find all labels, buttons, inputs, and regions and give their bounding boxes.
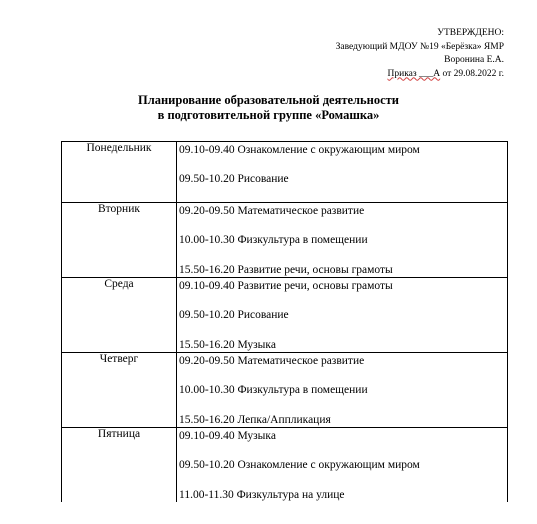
day-cell: Вторник <box>62 203 177 278</box>
lessons-cell <box>177 278 508 353</box>
lesson-item: 09.50-10.20 Рисование <box>179 173 289 185</box>
table-row <box>62 142 508 203</box>
lessons-cell <box>177 203 508 278</box>
day-cell: Понедельник <box>62 142 177 203</box>
approval-name: Воронина Е.А. <box>444 55 504 65</box>
lesson-item: 10.00-10.30 Физкультура в помещении <box>179 384 368 396</box>
title-line-2: в подготовительной группе «Ромашка» <box>157 108 380 122</box>
table-row <box>62 428 508 503</box>
lesson-item: 09.10-09.40 Развитие речи, основы грамоты <box>179 280 393 292</box>
lessons-cell <box>177 428 508 503</box>
lesson-item: 09.20-09.50 Математическое развитие <box>179 205 365 217</box>
approval-block <box>336 27 504 81</box>
document-title <box>0 93 537 123</box>
approval-position: Заведующий МДОУ №19 «Берёзка» ЯМР <box>335 41 504 52</box>
approval-heading: УТВЕРЖДЕНО: <box>437 28 504 38</box>
lesson-item: 09.50-10.20 Рисование <box>179 309 289 321</box>
day-cell: Четверг <box>62 353 177 428</box>
schedule-table <box>61 141 508 502</box>
lesson-item: 15.50-16.20 Лепка/Аппликация <box>179 414 331 426</box>
order-date: от 29.08.2022 г. <box>440 68 504 79</box>
lesson-item: 09.10-09.40 Музыка <box>179 430 276 442</box>
lesson-item: 09.20-09.50 Математическое развитие <box>179 355 365 367</box>
lesson-item: 10.00-10.30 Физкультура в помещении <box>179 234 368 246</box>
approval-order <box>336 68 504 82</box>
lesson-item: 09.10-09.40 Ознакомление с окружающим миром <box>179 144 420 156</box>
lesson-item: 09.50-10.20 Ознакомление с окружающим миром <box>179 459 420 471</box>
order-number: Приказ ___А <box>387 68 441 79</box>
lessons-cell <box>177 353 508 428</box>
table-row <box>62 353 508 428</box>
lessons-cell <box>177 142 508 203</box>
table-row <box>62 203 508 278</box>
day-cell: Среда <box>62 278 177 353</box>
title-line-1: Планирование образовательной деятельности <box>137 93 399 107</box>
lesson-item: 11.00-11.30 Физкультура на улице <box>179 489 345 501</box>
lesson-item: 15.50-16.20 Музыка <box>179 339 276 351</box>
table-row <box>62 278 508 353</box>
day-cell: Пятница <box>62 428 177 503</box>
lesson-item: 15.50-16.20 Развитие речи, основы грамоты <box>179 264 393 276</box>
